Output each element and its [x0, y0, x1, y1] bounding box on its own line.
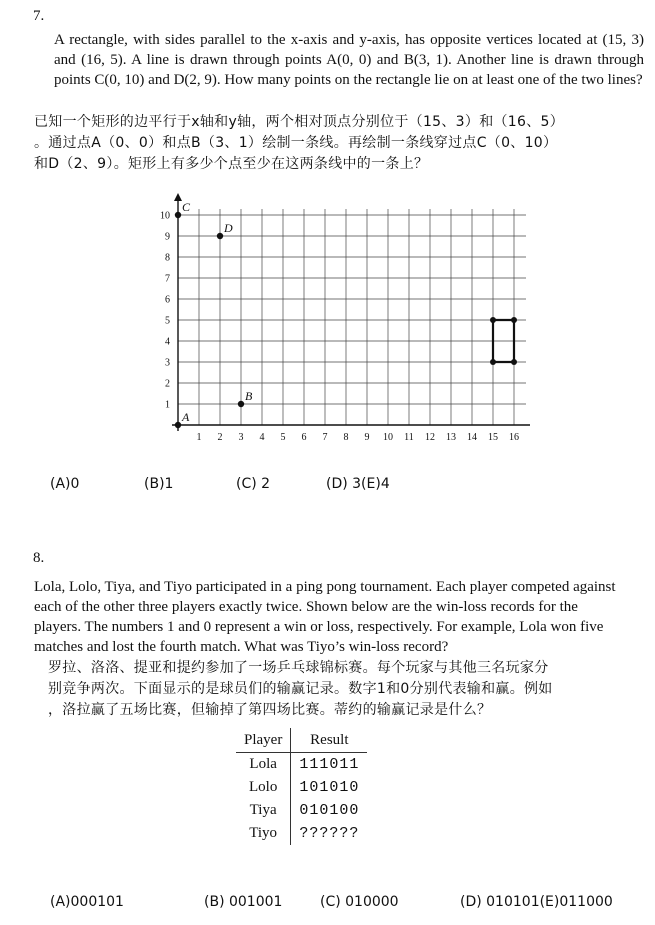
question-7-cn-line-1: 已知一个矩形的边平行于x轴和y轴，两个相对顶点分别位于（15、3）和（16、5）	[34, 114, 565, 130]
q8-choice-b[interactable]: (B) 001001	[204, 894, 283, 910]
coordinate-grid-chart	[150, 190, 530, 455]
question-8-cn-line-3: ，洛拉赢了五场比赛，但输掉了第四场比赛。蒂约的输赢记录是什么？	[48, 702, 492, 718]
y-tick-label: 1	[165, 399, 170, 411]
point-c-dot	[175, 212, 181, 218]
x-tick-label: 1	[196, 432, 202, 443]
point-a-dot	[175, 422, 181, 428]
x-tick-label: 9	[364, 432, 370, 443]
y-tick-label: 5	[165, 315, 170, 327]
question-8-cn-line-1: 罗拉、洛洛、提亚和提约参加了一场乒乓球锦标赛。每个玩家与其他三名玩家分	[48, 660, 549, 676]
x-tick-label: 6	[301, 432, 307, 443]
question-8-number: 8.	[33, 550, 45, 566]
q8-choice-d-e[interactable]: (D) 010101(E)011000	[460, 894, 613, 910]
player-result: 010100	[299, 802, 360, 819]
x-tick-label: 12	[425, 432, 435, 443]
q7-choice-a[interactable]: (A)0	[50, 476, 80, 492]
player-name: Tiya	[236, 799, 291, 822]
point-d-dot	[217, 233, 223, 239]
win-loss-table	[236, 728, 367, 845]
question-7-text-english: A rectangle, with sides parallel to the x-axis and y-axis, has opposite vertices located at (15, 3) and (16, 5). A line is drawn through points A(0, 0) and B(3, 1). Another line is drawn through points C(0, 10) and D(2, 9). How many points on the rectangle lie on at least one of the two lines?	[54, 32, 644, 88]
table-row	[236, 799, 367, 822]
rectangle-vertex-dot	[511, 359, 517, 365]
y-tick-label: 3	[165, 357, 170, 369]
x-tick-label: 13	[446, 432, 456, 443]
question-8-text-english: Lola, Lolo, Tiya, and Tiyo participated in a ping pong tournament. Each player competed against each of the other three players exactly twice. Shown below are the win-loss records for the players. The numbers 1 and 0 represent a win or loss, respectively. For example, Lola won five matches and lost the fourth match. What was Tiyo’s win-loss record?	[34, 579, 616, 655]
x-tick-label: 3	[238, 432, 244, 443]
q8-choice-c[interactable]: (C) 010000	[320, 894, 399, 910]
x-tick-label: 5	[280, 432, 286, 443]
y-tick-label: 9	[165, 231, 170, 243]
table-header-row	[236, 728, 367, 753]
question-7-cn-line-2: 。通过点A（0、0）和点B（3、1）绘制一条线。再绘制一条线穿过点C（0、10）	[34, 135, 558, 151]
table-row	[236, 822, 367, 845]
rectangle-vertex-dot	[511, 317, 517, 323]
x-tick-label: 16	[509, 432, 519, 443]
y-tick-label: 7	[165, 273, 170, 285]
x-tick-label: 7	[322, 432, 328, 443]
player-name: Lola	[236, 753, 291, 777]
y-axis-arrow	[174, 193, 182, 201]
table-row	[236, 776, 367, 799]
question-8-cn-line-2: 别竞争两次。下面显示的是球员们的输赢记录。数字1和0分别代表输和赢。例如	[48, 681, 553, 697]
point-b-dot	[238, 401, 244, 407]
question-7-number: 7.	[33, 8, 45, 24]
x-tick-label: 4	[259, 432, 265, 443]
point-d-label: D	[224, 221, 233, 235]
y-tick-label: 4	[165, 336, 170, 348]
q7-choice-c[interactable]: (C) 2	[236, 476, 271, 492]
table-header-player: Player	[236, 728, 291, 753]
player-result: ??????	[299, 825, 360, 842]
rectangle-vertex-dot	[490, 317, 496, 323]
point-b-label: B	[245, 389, 253, 403]
question-8-text-chinese	[48, 658, 638, 721]
y-tick-label: 2	[165, 378, 170, 390]
q7-choice-b[interactable]: (B)1	[144, 476, 174, 492]
player-result: 101010	[299, 779, 360, 796]
y-tick-label: 6	[165, 294, 170, 306]
x-tick-label: 11	[404, 432, 414, 443]
question-7-cn-line-3: 和D（2、9）。矩形上有多少个点至少在这两条线中的一条上？	[34, 156, 429, 172]
question-7-text-chinese	[34, 112, 639, 175]
q8-choice-a[interactable]: (A)000101	[50, 894, 124, 910]
x-tick-label: 8	[343, 432, 349, 443]
table-header-result: Result	[291, 728, 368, 753]
rectangle-vertex-dot	[490, 359, 496, 365]
q7-choice-d-e[interactable]: (D) 3(E)4	[326, 476, 390, 492]
y-tick-label: 10	[160, 210, 170, 222]
x-tick-label: 14	[467, 432, 477, 443]
y-tick-label: 8	[165, 252, 170, 264]
player-name: Lolo	[236, 776, 291, 799]
x-tick-label: 2	[217, 432, 223, 443]
table-row	[236, 753, 367, 777]
player-result: 111011	[299, 756, 360, 773]
x-tick-label: 10	[383, 432, 393, 443]
point-a-label: A	[182, 410, 190, 424]
player-name: Tiyo	[236, 822, 291, 845]
point-c-label: C	[182, 200, 191, 214]
x-tick-label: 15	[488, 432, 498, 443]
